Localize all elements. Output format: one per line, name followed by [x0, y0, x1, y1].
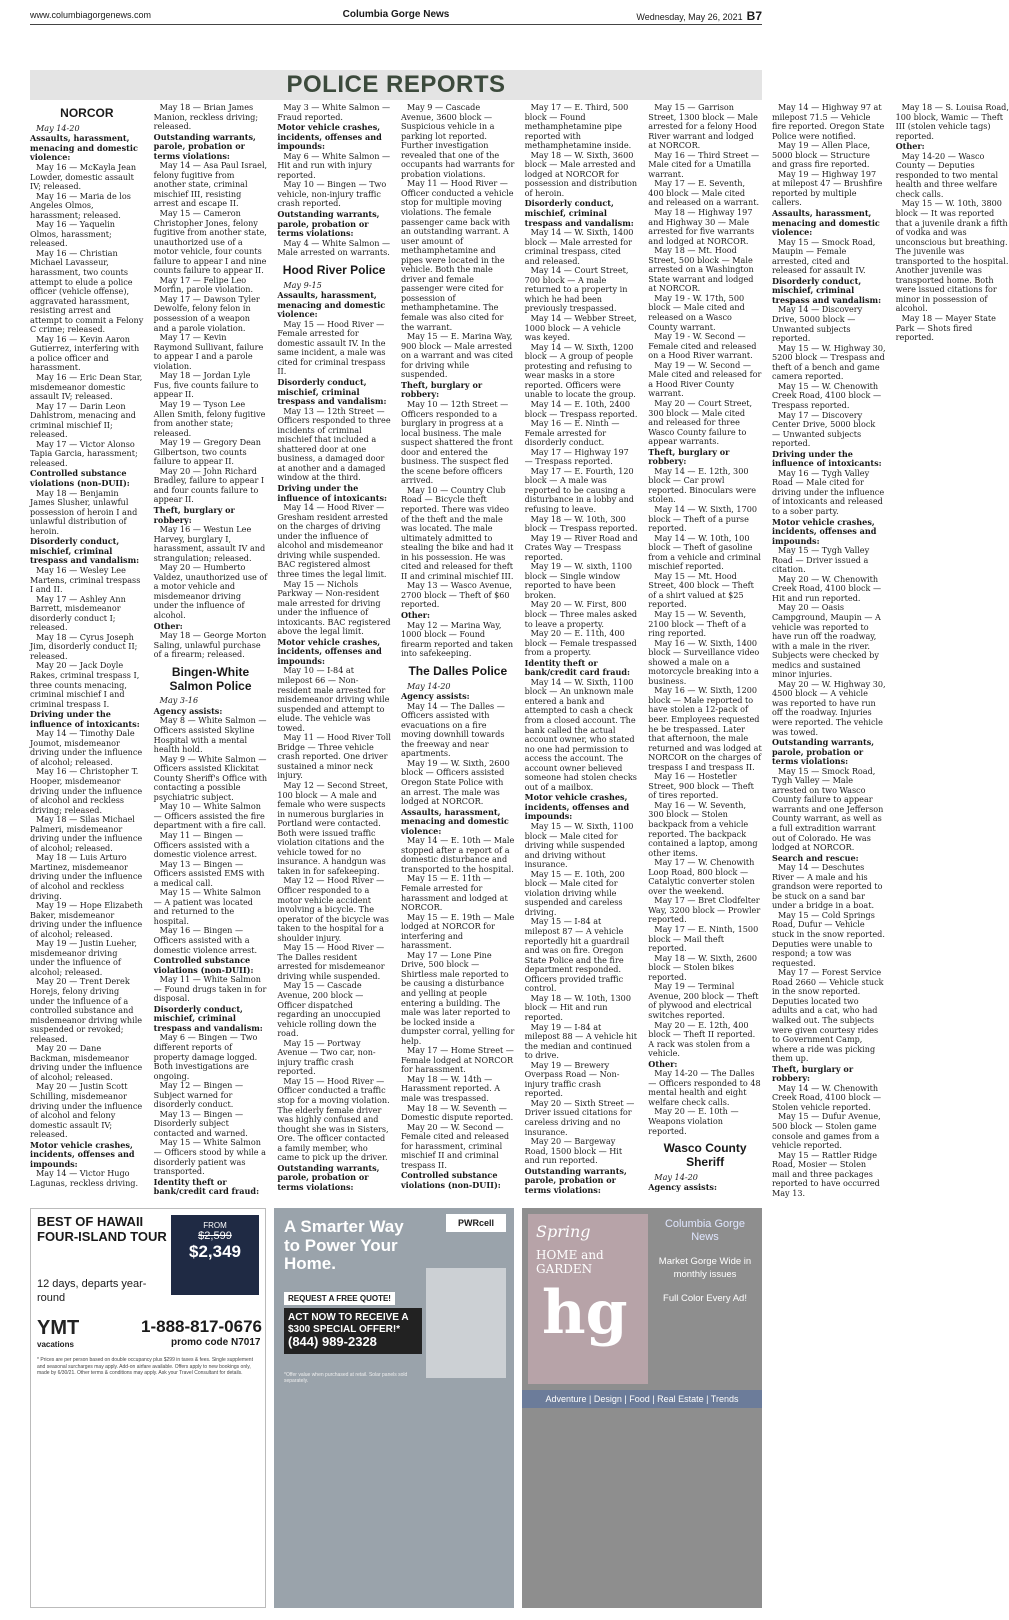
- date-range: May 14-20: [36, 122, 80, 133]
- report-entry: May 20 — W. Second — Female cited and released for harassment, criminal mischief II and criminal trespass II.: [400, 1121, 510, 1170]
- report-category: Outstanding warrants, parole, probation or terms violations:: [153, 131, 256, 161]
- report-category: Identity theft or bank/credit card fraud:: [524, 657, 631, 678]
- report-category: Outstanding warrants, parole, probation or terms violations:: [277, 209, 380, 239]
- report-entry: May 14 — W. Chenowith Creek Road, 4100 block — Stolen vehicle reported.: [771, 1082, 882, 1112]
- report-entry: May 14-20 — The Dalles — Officers responded to 48 mental health and eight welfare check calls.: [648, 1068, 761, 1107]
- report-category: Outstanding warrants, parole, probation or terms violations:: [771, 737, 875, 767]
- section-title: Wasco County Sheriff: [663, 1141, 747, 1169]
- report-entry: May 15 — Garrison Street, 1300 block — Male arrested for a felony Hood River warrant and lodged at NORCOR.: [648, 102, 758, 151]
- issue-date: [636, 9, 762, 23]
- report-entry: May 15 — Cold Springs Road, Dufur — Vehicle stuck in the snow reported. Deputies were unable to respond; a tow was requested.: [771, 909, 885, 968]
- report-entry: May 11 — Hood River Toll Bridge — Three vehicle crash reported. One driver sustained a minor neck injury.: [277, 732, 391, 781]
- report-entry: May 15 — E. Marina Way, 900 block — Male arrested on a warrant and was cited for driving while suspended.: [400, 331, 513, 380]
- report-entry: May 18 — W. Sixth, 3600 block — Male arrested and lodged at NORCOR for possession and distribution of heroin.: [524, 149, 638, 198]
- report-entry: May 15 — W. Chenowith Creek Road, 4100 block — Trespass reported.: [771, 380, 882, 410]
- report-entry: May 18 — W. Seventh — Domestic dispute reported.: [400, 1102, 514, 1123]
- report-entry: May 15 — Nichols Parkway — Non-resident male arrested for driving under the influence of intoxicants. BAC registered above the legal limit.: [277, 578, 391, 637]
- report-entry: May 16 — McKayla Jean Lowder, domestic assault IV; released.: [30, 161, 137, 192]
- report-category: Assaults, harassment, menacing and domestic violence:: [277, 290, 386, 320]
- new-price: $2,349: [189, 1242, 241, 1261]
- report-entry: May 17 — Ashley Ann Barrett, misdemeanor disorderly conduct I; released.: [30, 593, 126, 633]
- report-category: Motor vehicle crashes, incidents, offenses and impounds:: [277, 122, 382, 152]
- report-category: Disorderly conduct, mischief, criminal trespass and vandalism:: [524, 198, 634, 228]
- price-from-label: FROM: [203, 1221, 227, 1230]
- report-entry: May 18 — Highway 197 and Highway 30 — Male arrested for five warrants and lodged at NORCOR.: [648, 207, 755, 246]
- report-entry: May 17 — Darin Leon Dahlstrom, menacing and criminal mischief II; released.: [30, 400, 136, 440]
- report-category: Agency assists:: [648, 1182, 717, 1193]
- report-entry: May 18 — S. Louisa Road, 100 block, Wamic — Theft III (stolen vehicle tags) reported.: [895, 102, 1009, 141]
- report-entry: May 16 — W. Sixth, 1400 block — Surveillance video showed a male on a motorcycle breaking into a business.: [648, 637, 760, 686]
- report-entry: May 20 — W. First, 800 block — Three males asked to leave a property.: [524, 599, 638, 629]
- report-entry: May 15 — W. Sixth, 1100 block — Male cited for driving while suspended and driving without insurance.: [524, 821, 634, 870]
- report-entry: May 15 — Hood River — The Dalles resident arrested for misdemeanor driving while suspended.: [277, 942, 385, 981]
- report-category: Driving under the influence of intoxicants:: [30, 709, 140, 729]
- report-entry: May 20 — Justin Scott Schilling, misdemeanor driving under the influence of alcohol and felony domestic assault IV; released.: [30, 1081, 143, 1140]
- market-text: Market Gorge Wide in monthly issues: [658, 1256, 752, 1280]
- report-category: Motor vehicle crashes, incidents, offenses and impounds:: [277, 636, 382, 666]
- report-entry: May 19 - W. 17th, 500 block — Male cited and released on a Wasco County warrant.: [648, 292, 745, 332]
- site-url[interactable]: www.columbiagorgenews.com: [30, 10, 152, 20]
- report-entry: May 16 — Hostetler Street, 900 block — Theft of tires reported.: [648, 771, 754, 801]
- report-entry: May 14 — E. 10th, 2400 block — Trespass reported.: [524, 398, 638, 419]
- report-category: Motor vehicle crashes, incidents, offenses and impounds:: [771, 516, 877, 546]
- report-entry: May 16 — Kevin Aaron Gutierrez, interfering with a police officer and harassment.: [30, 333, 140, 373]
- report-entry: May 14 — Asa Paul Israel, felony fugitive from another state, criminal mischief III, resisting arrest and escape II.: [153, 160, 268, 209]
- report-entry: May 15 — Hood River — Officer conducted a traffic stop for a moving violation. The elderly female driver was highly confused and thought she was in Sisters, Ore. The officer contacted a family member, who came to pick up the driver.: [277, 1075, 390, 1163]
- report-entry: May 15 — W. Seventh, 2100 block — Theft of a ring reported.: [648, 608, 747, 639]
- old-price: $2,599: [198, 1230, 232, 1242]
- report-entry: May 16 — Christopher T. Hooper, misdemeanor driving under the influence of alcohol and reckless driving; released.: [30, 766, 143, 815]
- report-entry: May 14 — Hood River — Gresham resident arrested on the charges of driving under the influence of alcohol and misdemeanor driving while suspended. BAC registered almost three times the legal limit.: [277, 502, 389, 579]
- report-entry: May 17 — Bret Clodfelter Way, 3200 block — Prowler reported.: [648, 895, 761, 925]
- report-entry: May 14-20 — Wasco County — Deputies responded to two mental health and three welfare check calls.: [895, 150, 999, 199]
- report-entry: May 16 — Westun Lee Harvey, burglary I, harassment, assault IV and strangulation; released.: [153, 524, 266, 563]
- offer-box: [284, 1308, 422, 1354]
- report-category: Motor vehicle crashes, incidents, offenses and impounds:: [524, 792, 630, 822]
- report-category: Driving under the influence of intoxicants:: [277, 483, 388, 503]
- report-category: Disorderly conduct, mischief, criminal trespass and vandalism:: [771, 275, 882, 305]
- report-entry: May 20 — Trent Derek Horejs, felony driving under the influence of a controlled substance and misdemeanor driving while suspended or revoked; released.: [30, 976, 143, 1044]
- date-range: May 3-16: [159, 695, 199, 706]
- request-quote-label: REQUEST A FREE QUOTE!: [284, 1292, 395, 1305]
- report-category: Theft, burglary or robbery:: [771, 1063, 854, 1084]
- report-entry: May 17 — Discovery Center Drive, 5000 block — Unwanted subjects reported.: [771, 409, 876, 449]
- report-entry: May 4 — White Salmon — Male arrested on warrants.: [277, 237, 391, 258]
- report-entry: May 18 — Luis Arturo Martinez, misdemeanor driving under the influence of alcohol and reckless driving.: [30, 852, 143, 901]
- report-entry: May 3 — White Salmon — Fraud reported.: [277, 102, 391, 122]
- ad-side-text: [654, 1214, 756, 1305]
- report-entry: May 20 — Dane Backman, misdemeanor driving under the influence of alcohol; released.: [30, 1043, 143, 1082]
- report-entry: May 16 — Christian Michael Lavasseur, harassment, two counts attempt to elude a police officer (vehicle offense), aggravated harassment, resisting arrest and attempt to commit a Felony C crime; released.: [30, 247, 144, 335]
- report-entry: May 16 — Third Street — Male cited for a Umatilla warrant.: [648, 149, 760, 179]
- report-category: Controlled substance violations (non-DUII):: [30, 468, 130, 489]
- report-entry: May 16 — Eric Dean Star, misdemeanor domestic assault IV; released.: [30, 372, 143, 402]
- report-entry: May 13 — 12th Street — Officers responded to three incidents of criminal mischief that included a shattered door at one business, a damaged door at another and a damaged window at the third.: [277, 405, 391, 483]
- report-entry: May 19 — W. Sixth, 2600 block — Officers assisted Oregon State Police with an arrest. The male was lodged at NORCOR.: [400, 757, 510, 807]
- topic-strip: Adventure | Design | Food | Real Estate | Trends: [522, 1390, 762, 1408]
- report-entry: May 15 — Rattler Ridge Road, Mosier — Stolen mail and three packages reported to have occurred May 13.: [771, 1149, 880, 1198]
- report-entry: May 18 — Brian James Manion, reckless driving; released.: [153, 102, 259, 132]
- report-entry: May 15 — Mt. Hood Street, 400 block — Theft of a shirt valued at $25 reported.: [648, 570, 754, 610]
- report-entry: May 17 — E. Fourth, 120 block — A male was reported to be causing a disturbance in a lobby and refusing to leave.: [524, 465, 634, 514]
- report-entry: May 12 — Bingen — Subject warned for disorderly conduct.: [153, 1080, 244, 1110]
- report-entry: May 13 — Bingen — Disorderly subject contacted and warned.: [153, 1108, 248, 1138]
- report-entry: May 18 — Mayer State Park — Shots fired reported.: [895, 313, 996, 343]
- report-entry: May 16 — Wesley Lee Martens, criminal trespass I and II.: [30, 564, 141, 595]
- report-entry: May 16 — E. Ninth — Female arrested for disorderly conduct.: [524, 418, 620, 448]
- report-category: Identity theft or bank/credit card fraud:: [153, 1176, 260, 1197]
- report-entry: May 19 — W. sixth, 1100 block — Single window reported to have been broken.: [524, 561, 632, 600]
- section-title: Bingen-White Salmon Police: [169, 664, 252, 693]
- report-entry: May 15 — Dufur Avenue, 500 block — Stolen game console and games from a vehicle reported.: [771, 1111, 881, 1151]
- ad-headline: BEST OF HAWAII FOUR-ISLAND TOUR: [37, 1214, 167, 1244]
- report-category: Theft, burglary or robbery:: [648, 446, 730, 467]
- promo-code: promo code N7017: [171, 1337, 261, 1348]
- report-entry: May 19 — Brewery Overpass Road — Non-injury traffic crash reported.: [524, 1059, 620, 1099]
- report-entry: May 17 — E. Ninth, 1500 block — Mail theft reported.: [648, 924, 759, 954]
- report-entry: May 10 — White Salmon — Officers assisted the fire department with a fire call.: [153, 801, 266, 831]
- ad-subtitle: 12 days, departs year-round: [37, 1278, 147, 1305]
- report-entry: May 18 — Benjamin James Slusher, unlawful possession of heroin I and unlawful distribution of heroin.: [30, 487, 138, 536]
- report-entry: May 17 — Highway 197 — Trespass reported.: [524, 446, 629, 467]
- report-category: Assaults, harassment, menacing and domestic violence:: [30, 133, 138, 163]
- report-entry: May 14 — W. 10th, 100 block — Theft of gasoline from a vehicle and criminal mischief reported.: [648, 532, 761, 572]
- ad-phone[interactable]: 1-888-817-0676: [141, 1317, 262, 1336]
- report-entry: May 14 — W. Sixth, 1700 block — Theft of a purse reported.: [648, 503, 758, 534]
- ad-row: [30, 1208, 762, 1608]
- spring-script: Spring: [536, 1222, 591, 1241]
- date-range: May 14-20: [406, 680, 451, 691]
- report-entry: May 10 — Country Club Road — Bicycle theft reported. There was video of the theft and the male was located. The male ultimately admitted to stealing the bike and had it in his possession. He was cited and released for theft II and criminal mischief III.: [400, 484, 514, 581]
- report-entry: May 15 — E. 11th — Female arrested for harassment and lodged at NORCOR.: [400, 873, 508, 913]
- hawaii-tour-ad[interactable]: [30, 1208, 266, 1608]
- report-entry: May 12 — Hood River — Officer responded to a motor vehicle accident involving a bicycle. The operator of the bicycle was taken to the hospital for a shoulder injury.: [277, 875, 389, 943]
- report-entry: May 20 — W. Highway 30, 4500 block — A vehicle was reported to have run off the roadway. Injuries were reported. The vehicle was towed.: [771, 678, 886, 737]
- report-category: Theft, burglary or robbery:: [400, 379, 483, 400]
- report-entry: May 17 — Kevin Raymond Sullivant, failure to appear I and a parole violation.: [153, 332, 264, 371]
- report-entry: May 17 — Felipe Leo Morfin, parole violation.: [153, 274, 254, 295]
- full-color-text: Full Color Every Ad!: [663, 1293, 747, 1305]
- report-category: Controlled substance violations (non-DUII):: [400, 1170, 501, 1190]
- section-title: Hood River Police: [282, 262, 386, 277]
- report-entry: May 20 — E. 12th, 400 block — Theft II reported. A rack was stolen from a vehicle.: [648, 1019, 756, 1059]
- report-entry: May 17 — E. Seventh, 400 block — Male cited and released on a warrant.: [648, 178, 760, 208]
- page-number: B7: [746, 9, 762, 23]
- report-entry: May 10 — Bingen — Two vehicle, non-injury traffic crash reported.: [277, 179, 387, 209]
- date-range: May 14-20: [654, 1171, 698, 1182]
- report-category: Outstanding warrants, parole, probation or terms violations:: [524, 1165, 627, 1195]
- report-entry: May 14 — Victor Hugo Lagunas, reckless driving.: [30, 1168, 139, 1188]
- report-category: Search and rescue:: [771, 852, 859, 863]
- report-entry: May 15 — Hood River — Female arrested for domestic assault IV. In the same incident, a male was cited for criminal trespass II.: [277, 318, 386, 377]
- report-entry: May 19 — Gregory Dean Gilbertson, two counts failure to appear II.: [153, 437, 261, 467]
- report-entry: May 17 — Home Street — Female lodged at NORCOR for harassment.: [400, 1045, 514, 1075]
- section-banner: POLICE REPORTS: [30, 70, 762, 100]
- report-category: Disorderly conduct, mischief, criminal trespass and vandalism:: [277, 377, 387, 407]
- report-entry: May 8 — White Salmon — Officers assisted Skyline Hospital with a mental health hold.: [153, 715, 267, 755]
- report-entry: May 12 — Marina Way, 1000 block — Found firearm reported and taken into safekeeping.: [400, 619, 514, 659]
- report-entry: May 6 — Bingen — Two different reports of property damage logged. Both investigations are ongoing.: [153, 1032, 258, 1081]
- report-entry: May 11 — Hood River — Officer conducted a vehicle stop for multiple moving violations. The female passenger came back with an outstanding warrant. A user amount of methamphetamine and pipes were located in the vehicle. Both the male driver and female passenger were cited for possession of methamphetamine. The female was also cited for the warrant.: [400, 178, 514, 332]
- report-entry: May 18 — George Morton Saling, unlawful purchase of a firearm; released.: [153, 630, 267, 660]
- report-entry: May 19 — Allen Place, 5000 block — Structure and grass fire reported.: [771, 140, 871, 170]
- report-entry: May 19 — Hope Elizabeth Baker, misdemeanor driving under the influence of alcohol; released.: [30, 900, 143, 939]
- report-entry: May 17 — Lone Pine Drive, 500 block — Shirtless male reported to be causing a disturbance and yelling at people entering a building. The male was later reported to be locked inside a dumpster corral, yelling for help.: [400, 949, 515, 1046]
- report-entry: May 12 — Second Street, 100 block — A male and female who were suspects in numerous burglaries in Portland were contacted. Both were issued traffic violation citations and the vehicle towed for no insurance. A handgun was taken in for safekeeping.: [277, 779, 388, 876]
- report-entry: May 14 — Deschutes River — A male and his grandson were reported to be stuck on a sand bar under a bridge in a boat.: [771, 862, 883, 911]
- section-title: NORCOR: [60, 106, 114, 120]
- report-category: Other:: [153, 620, 183, 631]
- date-range: May 9-15: [283, 279, 322, 290]
- report-entry: May 15 — Cameron Christopher Jones, felony fugitive from another state, unauthorized use of a motor vehicle, four counts failure to appear I and nine counts failure to appear II.: [153, 208, 267, 276]
- report-entry: May 15 — White Salmon — A patient was located and returned to the hospital.: [153, 887, 261, 926]
- report-entry: May 20 — John Richard Bradley, failure to appear I and four counts failure to appear II.: [153, 465, 265, 505]
- report-entry: May 20 — Bargeway Road, 1500 block — Hit and run reported.: [524, 1136, 623, 1166]
- report-category: Agency assists:: [153, 705, 223, 716]
- report-entry: May 16 — Tygh Valley Road — Male cited for driving under the influence of intoxicants and released to a sober party.: [771, 467, 885, 516]
- report-entry: May 14 — The Dalles — Officers assisted with evacuations on a fire moving downhill towards the freeway and near apartments.: [400, 700, 505, 759]
- report-entry: May 13 — Wasco Avenue, 2700 block — Theft of $60 reported.: [400, 580, 513, 610]
- report-entry: May 15 — E. 10th, 200 block — Male cited for violation driving while suspended and careless driving.: [524, 868, 625, 917]
- report-entry: May 18 — W. 10th, 300 block — Trespass reported.: [524, 513, 638, 534]
- logo-text: YMT: [37, 1317, 80, 1339]
- report-category: Assaults, harassment, menacing and domestic violence:: [771, 208, 880, 238]
- report-entry: May 17 — E. Third, 500 block — Found methamphetamine pipe reported with methamphetamine inside.: [524, 102, 632, 151]
- report-entry: May 20 — E. 10th — Weapons violation reported.: [648, 1106, 739, 1136]
- report-category: Outstanding warrants, parole, probation or terms violations:: [277, 1162, 380, 1192]
- pwrcell-logo: PWRcell: [446, 1214, 506, 1232]
- report-entry: May 20 — Sixth Street — Driver issued citations for careless driving and no insurance.: [524, 1097, 635, 1137]
- report-entry: May 14 — E. 10th — Male stopped after a report of a domestic disturbance and transported to the hospital.: [400, 835, 515, 874]
- report-entry: May 19 - W. Second — Female cited and released on a Hood River warrant.: [648, 331, 757, 361]
- offer-text: ACT NOW TO RECEIVE A $300 SPECIAL OFFER!*: [288, 1312, 409, 1335]
- report-entry: May 6 — White Salmon — Hit and run with injury reported.: [277, 150, 391, 180]
- report-entry: May 10 — 12th Street — Officers responded to a burglary in progress at a local business. The male suspect shattered the front door and entered the business. The suspect fled the scene before officers arrived.: [400, 398, 513, 486]
- report-entry: May 19 — Justin Lueher, misdemeanor driving under the influence of alcohol; released.: [30, 938, 137, 977]
- report-entry: May 14 — E. 12th, 300 block — Car prowl reported. Binoculars were stolen.: [648, 465, 756, 505]
- report-entry: May 16 — W. Seventh, 300 block — Stolen backpack from a vehicle reported. The backpack contained a laptop, among other items.: [648, 799, 758, 858]
- report-entry: May 19 — Highway 197 at milepost 47 — Brushfire reported by multiple callers.: [771, 168, 883, 208]
- report-category: Agency assists:: [400, 691, 470, 702]
- report-category: Assaults, harassment, menacing and domestic violence:: [400, 806, 509, 836]
- report-entry: May 10 — I-84 at milepost 66 — Non-resident male arrested for misdemeanor driving while suspended and attempt to elude. The vehicle was towed.: [277, 665, 390, 733]
- report-entry: May 16 — Bingen — Officers assisted with a domestic violence arrest.: [153, 925, 258, 955]
- report-entry: May 17 — Dawson Tyler Dewolfe, felony felon in possession of a weapon and a parole violation.: [153, 293, 260, 333]
- report-entry: May 14 — Discovery Drive, 5000 block — Unwanted subjects reported.: [771, 304, 863, 344]
- report-entry: May 18 — W. 14th — Harassment reported. A male was trespassed.: [400, 1073, 501, 1104]
- battery-unit-image: [426, 1268, 506, 1378]
- report-category: Other:: [648, 1058, 678, 1069]
- report-category: Driving under the influence of intoxicants:: [771, 448, 882, 469]
- report-category: Controlled substance violations (non-DUII):: [153, 955, 254, 975]
- report-entry: May 15 — W. Highway 30, 5200 block — Trespass and theft of a bench and game camera reported.: [771, 342, 886, 382]
- home-garden-logo: [528, 1214, 648, 1384]
- ymt-logo: [37, 1317, 79, 1349]
- report-category: Motor vehicle crashes, incidents, offenses and impounds:: [30, 1139, 135, 1169]
- report-entry: May 11 — Bingen — Officers assisted with a domestic violence arrest.: [153, 829, 258, 860]
- report-entry: May 9 — White Salmon — Officers assisted Klickitat County Sheriff's Office with contacting a possible psychiatric subject.: [153, 753, 268, 802]
- report-entry: May 17 — W. Chenowith Loop Road, 800 block — Catalytic converter stolen over the weekend.: [648, 857, 755, 896]
- report-entry: May 9 — Cascade Avenue, 3600 block — Suspicious vehicle in a parking lot reported. Further investigation revealed that one of the occupants had warrants for probation violations.: [400, 102, 515, 179]
- section-title: The Dalles Police: [408, 663, 508, 678]
- reports-columns: [30, 102, 1009, 1200]
- ad-phone[interactable]: (844) 989-2328: [288, 1334, 377, 1349]
- report-entry: May 20 — Court Street, 300 block — Male cited and released for three Wasco County failure to appear warrants.: [648, 397, 753, 447]
- report-entry: May 19 — River Road and Crates Way — Trespass reported.: [524, 532, 638, 562]
- report-entry: May 20 — Oasis Campground, Maupin — A vehicle was reported to have run off the roadway, with a male in the river. Subjects were checked by medics and sustained minor injuries.: [771, 602, 881, 680]
- report-entry: May 15 — Smock Road, Tygh Valley — Male arrested on two Wasco County failure to appear warrants and one Jefferson County warrant, as well as a full extradition warrant out of Colorado. He was lodged at NORCOR.: [771, 765, 884, 853]
- report-entry: May 16 — W. Sixth, 1200 block — Male reported to have stolen a 12-pack of beer. Employees requested he be trespassed. Later that afternoon, the male returned and was lodged at NORCOR on the charges of trespass I and trespass II.: [648, 685, 762, 772]
- report-entry: May 20 — E. 11th, 400 block — Female trespassed from a property.: [524, 628, 637, 658]
- report-entry: May 14 — Highway 97 at milepost 71.5 — Vehicle fire reported. Oregon State Police were notified.: [771, 102, 885, 141]
- publication-name: Columbia Gorge News: [664, 1218, 746, 1244]
- report-entry: May 20 — Humberto Valdez, unauthorized use of a motor vehicle and misdemeanor driving under the influence of alcohol.: [153, 562, 268, 620]
- ad-headline: A Smarter Way to Power Your Home.: [284, 1217, 404, 1274]
- report-entry: May 19 — Terminal Avenue, 200 block — Theft of plywood and electrical switches reported.: [648, 981, 759, 1020]
- generac-pwrcell-ad[interactable]: [274, 1208, 514, 1608]
- report-entry: May 14 — W. Sixth, 1400 block — Male arrested for criminal trespass, cited and released.: [524, 227, 634, 266]
- home-garden-ad[interactable]: [522, 1208, 762, 1608]
- report-entry: May 14 — Webber Street, 1000 block — A vehicle was keyed.: [524, 313, 637, 343]
- report-entry: May 14 — Court Street, 700 block — A male returned to a property in which he had been previously trespassed.: [524, 265, 629, 314]
- logo-sub: vacations: [37, 1340, 74, 1349]
- report-entry: May 18 — Cyrus Joseph Jim, disorderly conduct II; released.: [30, 631, 138, 661]
- report-entry: May 19 — W. Second — Male cited and released for a Hood River County warrant.: [648, 359, 762, 399]
- page-header: [30, 8, 762, 25]
- report-entry: May 15 — Portway Avenue — Two car, non-injury traffic crash reported.: [277, 1037, 376, 1077]
- report-entry: May 15 — W. 10th, 3800 block — It was reported that a juvenile drank a fifth of vodka and was unconscious but breathing. The juvenile was transported to the hospital. Another juvenile was transported home. Both were issued citations for minor in possession of alcohol.: [895, 198, 1009, 314]
- report-entry: May 20 — W. Chenowith Creek Road, 4100 block — Hit and run reported.: [771, 573, 882, 603]
- report-category: Other:: [400, 609, 431, 620]
- report-entry: May 18 — W. Sixth, 2600 block — Stolen bikes reported.: [648, 952, 758, 982]
- fine-print: * Prices are per person based on double occupancy plus $299 in taxes & fees. Single supplement and seasonal surcharges may apply. Add-on airfare available. Offers apply to new bookings only, made by 6/30/21. Other terms & conditions may apply. Ask your Travel Consultant for details.: [37, 1357, 253, 1376]
- report-entry: May 14 — W. Sixth, 1100 block — An unknown male entered a bank and attempted to cash a check from a closed account. The bank called the actual account owner, who stated no one had permission to access the account. The account owner believed someone had stolen checks out of a mailbox.: [524, 676, 637, 792]
- paper-name: Columbia Gorge News: [342, 9, 450, 20]
- report-entry: May 15 — Tygh Valley Road — Driver issued a citation.: [771, 545, 870, 575]
- report-entry: May 17 — Forest Service Road 2660 — Vehicle stuck in the snow reported. Deputies located two adults and a cat, who had walked out. The subjects were given courtesy rides to Government Camp, where a ride was picking them up.: [771, 967, 884, 1064]
- report-entry: May 17 — Victor Alonso Tapia Garcia, harassment; released.: [30, 438, 138, 468]
- report-entry: May 19 — Tyson Lee Allen Smith, felony fugitive from another state; released.: [153, 398, 266, 438]
- offer-fine-print: *Offer value when purchased at retail. Solar panels sold separately.: [284, 1372, 408, 1384]
- report-entry: May 18 — W. 10th, 1300 block — Hit and run reported.: [524, 992, 631, 1022]
- report-entry: May 13 — Bingen — Officers assisted EMS with a medical call.: [153, 858, 265, 888]
- report-entry: May 16 — Maria de los Angeles Olmos, harassment; released.: [30, 190, 131, 220]
- report-entry: May 15 — Cascade Avenue, 200 block — Officer dispatched regarding an unoccupied vehicle rolling down the road.: [277, 980, 381, 1039]
- date-text: Wednesday, May 26, 2021: [636, 12, 743, 22]
- report-entry: May 15 — E. 19th — Male lodged at NORCOR for interfering and harassment.: [400, 911, 515, 951]
- report-category: Theft, burglary or robbery:: [153, 504, 235, 525]
- report-entry: May 11 — White Salmon — Found drugs taken in for disposal.: [153, 974, 267, 1004]
- report-category: Disorderly conduct, mischief, criminal trespass and vandalism:: [153, 1003, 263, 1033]
- report-entry: May 15 — Smock Road, Maupin — Female arrested, cited and released for assault IV.: [771, 236, 876, 276]
- report-category: Other:: [895, 141, 925, 152]
- report-entry: May 18 — Jordan Lyle Fus, five counts failure to appear II.: [153, 370, 259, 400]
- report-entry: May 14 — Timothy Dale Joumot, misdemeanor driving under the influence of alcohol; released.: [30, 728, 143, 767]
- report-category: Disorderly conduct, mischief, criminal trespass and vandalism:: [30, 536, 140, 566]
- report-entry: May 14 — W. Sixth, 1200 block — A group of people protesting and refusing to wear masks in a store reported. Officers were unable to locate the group.: [524, 341, 636, 400]
- hg-monogram: hg: [542, 1278, 628, 1348]
- home-garden-title: HOME and GARDEN: [536, 1248, 604, 1276]
- report-entry: May 15 — White Salmon — Officers stood by while a disorderly patient was transported.: [153, 1137, 266, 1177]
- report-entry: May 15 — I-84 at milepost 87 — A vehicle reportedly hit a guardrail and was on fire. Oregon State Police and the fire department responded. Officers provided traffic control.: [524, 916, 630, 994]
- price-box: [171, 1215, 259, 1295]
- report-entry: May 20 — Jack Doyle Rakes, criminal trespass I, three counts menacing, criminal mischief I and criminal trespass I.: [30, 660, 140, 709]
- report-entry: May 18 — Silas Michael Palmeri, misdemeanor driving under the influence of alcohol; released.: [30, 814, 143, 853]
- report-entry: May 16 — Yaquelin Olmos, harassment; released.: [30, 219, 115, 249]
- report-entry: May 18 — Mt. Hood Street, 500 block — Male arrested on a Washington State warrant and lodged at NORCOR.: [648, 245, 754, 294]
- report-entry: May 19 — I-84 at milepost 88 — A vehicle hit the median and continued to drive.: [524, 1021, 637, 1061]
